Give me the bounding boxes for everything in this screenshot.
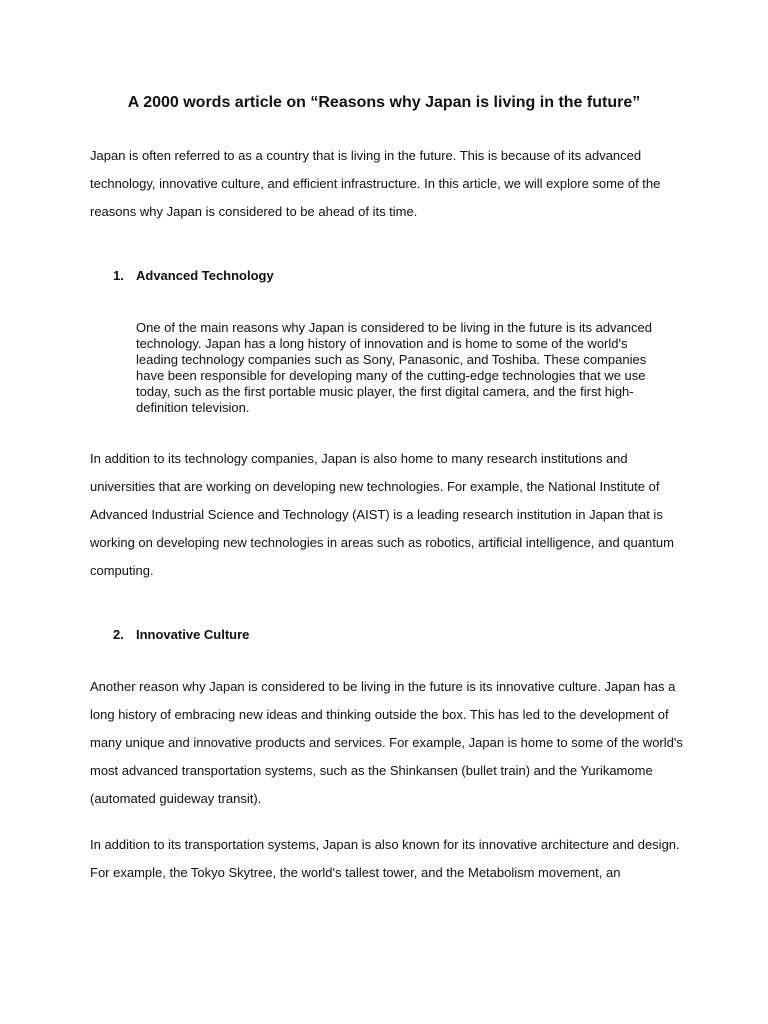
intro-paragraph: Japan is often referred to as a country that is living in the future. This is because of its advanced technology, innovative culture, and efficient infrastructure. In this article, we will explore some of the reasons why Japan is considered to be ahead of its time. — [90, 148, 661, 219]
section-title: Innovative Culture — [136, 627, 250, 642]
body-paragraph-architecture: In addition to its transportation systems, Japan is also known for its innovative architecture and design. For example, the Tokyo Skytree, the world's tallest tower, and the Metabolism movement, an — [90, 837, 680, 880]
section-heading-advanced-technology — [113, 267, 274, 285]
section-number: 2. — [113, 627, 124, 642]
body-paragraph-research: In addition to its technology companies, Japan is also home to many research institutions and universities that are working on developing new technologies. For example, the National Institute of Advanced Industrial Science and Technology (AIST) is a leading research institution in Japan that is working on developing new technologies in areas such as robotics, artificial intelligence, and quantum computing. — [90, 451, 674, 578]
document-title: A 2000 words article on “Reasons why Japan is living in the future” — [127, 94, 641, 111]
block-quote-paragraph: One of the main reasons why Japan is considered to be living in the future is its advanced technology. Japan has a long history of innovation and is home to some of the world's leading technology companies such as Sony, Panasonic, and Toshiba. These companies have been responsible for developing many of the cutting-edge technologies that we use today, such as the first portable music player, the first digital camera, and the first high-definition television. — [136, 320, 652, 415]
section-number: 1. — [113, 268, 124, 283]
section-heading-innovative-culture — [113, 626, 249, 644]
section-title: Advanced Technology — [136, 268, 274, 283]
body-paragraph-culture: Another reason why Japan is considered to be living in the future is its innovative culture. Japan has a long history of embracing new ideas and thinking outside the box. This has led to the development of many unique and innovative products and services. For example, Japan is home to some of the world's most advanced transportation systems, such as the Shinkansen (bullet train) and the Yurikamome (automated guideway transit). — [90, 679, 683, 806]
